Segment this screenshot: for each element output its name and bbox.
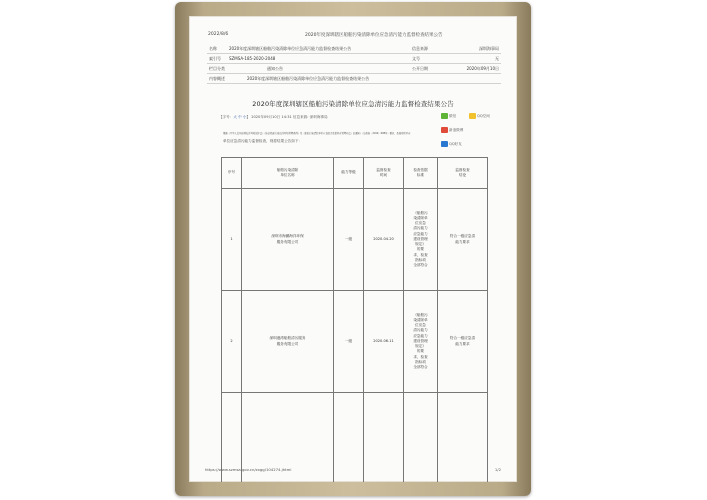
row-basis: 《船舶污 染清除单 位应急 清污能力 应急能力 建设管理 规定》 的要 求，检查 指标项 全部符合 [404, 291, 438, 393]
row-level: 一级 [334, 291, 364, 393]
share-qzone-label[interactable]: QQ空间 [477, 114, 490, 118]
row-empty-cell [404, 393, 438, 483]
header-basis: 检查依据 标准 [404, 158, 438, 189]
body-text-1: 根据《中华人民共和国海洋环境保护法》《防治船舶污染海洋环境管理条例》及《船舶污染清除单位应急能力监督检查管理办法》的通知》（海危防〔2019〕698号）要求，我局对辖区内 [223, 132, 411, 135]
document-page [189, 16, 517, 482]
header-result: 监督检查 结论 [438, 158, 488, 189]
meta-index-label: 索引号 [209, 56, 221, 61]
meta-divider [207, 83, 501, 84]
meta-docno-label: 文号 [412, 56, 420, 61]
row-unit-name: 深圳港湾船舶清污服务 服务有限公司 [242, 291, 334, 393]
table-row [222, 291, 488, 393]
document-title: 2020年度深圳辖区船舶污染清除单位应急清污能力监督检查结果公告 [252, 100, 454, 108]
meta-source-value: 深圳海事局 [479, 46, 499, 51]
row-date: 2020.06.11 [364, 291, 404, 393]
share-wechat-label[interactable]: 微信 [449, 114, 457, 118]
row-no: 1 [222, 189, 242, 291]
body-paragraph-line-2: 单位应急清污能力监督检查，现将结果公告如下： [223, 139, 303, 143]
meta-date-value: 2020年09月10日 [466, 66, 499, 71]
body-paragraph-line-1 [223, 132, 516, 137]
font-size-options[interactable]: 大 中 小 [233, 115, 247, 119]
meta-row-index [207, 54, 501, 63]
meta-docno-value: 无 [495, 56, 499, 61]
device-frame [175, 2, 531, 496]
meta-category-value: 通知公告 [267, 66, 283, 71]
footer-page-number: 1/2 [494, 467, 501, 472]
header-unit-name: 船舶污染清除 单位名称 [242, 158, 334, 189]
header-level: 能力等级 [334, 158, 364, 189]
meta-date-label: 公开日期 [412, 66, 428, 71]
wechat-icon[interactable] [441, 113, 448, 119]
share-qq-label[interactable]: QQ好友 [449, 142, 462, 146]
meta-index-value: SZMSA-185-2020-2048 [229, 56, 276, 61]
share-weibo-label[interactable]: 新浪微博 [449, 128, 464, 132]
row-result: 符合一级应急清 能力要求 [438, 189, 488, 291]
header-date: 监督检查 时间 [364, 158, 404, 189]
row-empty-cell [438, 393, 488, 483]
meta-name-label: 名称 [209, 46, 217, 51]
meta-category-label: 栏目分类 [209, 66, 225, 71]
table-row [222, 189, 488, 291]
meta-row-summary [207, 74, 501, 83]
row-level: 一级 [334, 189, 364, 291]
meta-summary-value: 2020年度深圳辖区船舶污染清除单位应急清污能力监督检查结果公告 [247, 76, 370, 81]
qzone-icon[interactable] [469, 113, 476, 119]
row-empty-cell [364, 393, 404, 483]
print-header-title: 2020年度深圳辖区船舶污染清除单位应急清污能力监督检查结果公告 [305, 33, 443, 38]
meta-name-value: 2020年度深圳辖区船舶污染清除单位应急清污能力监督检查结果公告 [229, 46, 352, 51]
meta-source-label: 信息来源 [412, 46, 428, 51]
row-no: 2 [222, 291, 242, 393]
meta-summary-label: 内容概述 [209, 76, 225, 81]
meta-row-name [207, 44, 501, 53]
row-basis: 《船舶污 染清除单 位应急 清污能力 应急能力 建设管理 规定》 的要 求，检查 指标项 全部符合 [404, 189, 438, 291]
row-unit-name: 深圳市海鹏海洋环保 服务有限公司 [242, 189, 334, 291]
info-prefix: 【字号： [219, 115, 234, 119]
row-result: 符合一级应急清 能力要求 [438, 291, 488, 393]
header-no: 序号 [222, 158, 242, 189]
table-header-row [222, 158, 488, 189]
row-empty-cell [334, 393, 364, 483]
footer-url: https://www.szmsa.gov.cn/zxgg/104274.jhtml [205, 467, 292, 472]
row-date: 2020.04.20 [364, 189, 404, 291]
article-info [219, 115, 328, 120]
print-date: 2022/8/6 [208, 32, 229, 37]
meta-row-category [207, 64, 501, 73]
results-table [221, 157, 488, 482]
qq-icon[interactable] [441, 141, 448, 147]
info-rest: 】 2020年09月10日 14:31 信息来源: 深圳海事局 [246, 115, 328, 119]
